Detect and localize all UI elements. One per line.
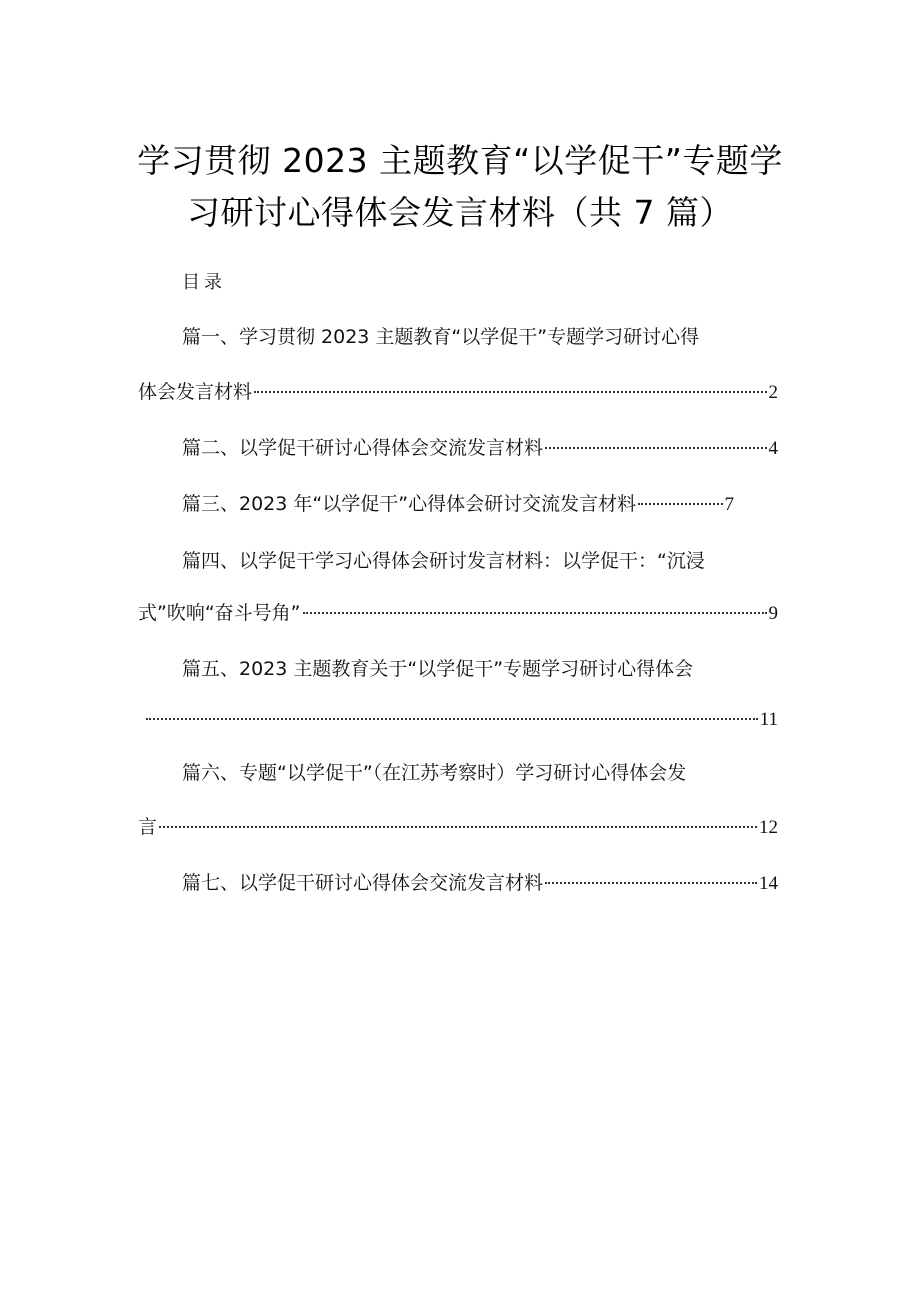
toc-entry-4-page: 9 — [768, 603, 778, 624]
toc-entry-2-text: 篇二、以学促干研讨心得体会交流发言材料 — [182, 437, 544, 459]
toc-entry-7-text: 篇七、以学促干研讨心得体会交流发言材料 — [182, 872, 544, 894]
toc-entry-1-line-2[interactable] — [138, 377, 778, 407]
toc-entry-2[interactable] — [182, 433, 778, 463]
toc-entry-3-text: 篇三、2023 年“以学促干”心得体会研讨交流发言材料 — [182, 493, 637, 515]
dot-leader — [638, 503, 722, 505]
toc-entry-6-page: 12 — [759, 817, 778, 838]
toc-entry-6-continuation: 言 — [138, 816, 158, 838]
toc-heading: 目录 — [182, 272, 226, 293]
dot-leader — [545, 882, 757, 884]
toc-entry-5-page: 11 — [759, 709, 778, 730]
dot-leader — [545, 447, 766, 449]
toc-entry-7[interactable] — [182, 868, 778, 898]
toc-entry-1-line-1[interactable] — [182, 322, 778, 352]
toc-entry-5-line-1[interactable] — [182, 654, 778, 684]
toc-entry-4-line-1[interactable] — [182, 546, 778, 576]
dot-leader — [303, 612, 767, 614]
toc-entry-7-page: 14 — [759, 873, 778, 894]
document-title-line-2: 习研讨心得体会发言材料（共 7 篇） — [187, 193, 733, 232]
toc-entry-5-text: 篇五、2023 主题教育关于“以学促干”专题学习研讨心得体会 — [182, 658, 694, 680]
dot-leader — [146, 718, 758, 720]
toc-entry-1-page: 2 — [768, 382, 778, 403]
toc-entry-5-line-2[interactable] — [144, 705, 778, 735]
toc-entry-2-page: 4 — [768, 438, 778, 459]
toc-entry-1-text: 篇一、学习贯彻 2023 主题教育“以学促干”专题学习研讨心得 — [182, 326, 700, 348]
toc-entry-3[interactable] — [182, 489, 734, 519]
dot-leader — [159, 826, 757, 828]
dot-leader — [254, 391, 766, 393]
document-title-line-1: 学习贯彻 2023 主题教育“以学促干”专题学 — [137, 141, 783, 180]
toc-entry-6-line-1[interactable] — [182, 758, 778, 788]
toc-entry-6-text: 篇六、专题“以学促干”（在江苏考察时）学习研讨心得体会发 — [182, 762, 687, 784]
toc-entry-6-line-2[interactable] — [138, 812, 778, 842]
toc-entry-4-line-2[interactable] — [138, 598, 778, 628]
toc-entry-1-continuation: 体会发言材料 — [138, 381, 253, 403]
toc-entry-4-text: 篇四、以学促干学习心得体会研讨发言材料：以学促干：“沉浸 — [182, 550, 705, 572]
toc-entry-4-continuation: 式”吹响“奋斗号角” — [138, 602, 301, 624]
toc-entry-3-page: 7 — [724, 494, 734, 515]
